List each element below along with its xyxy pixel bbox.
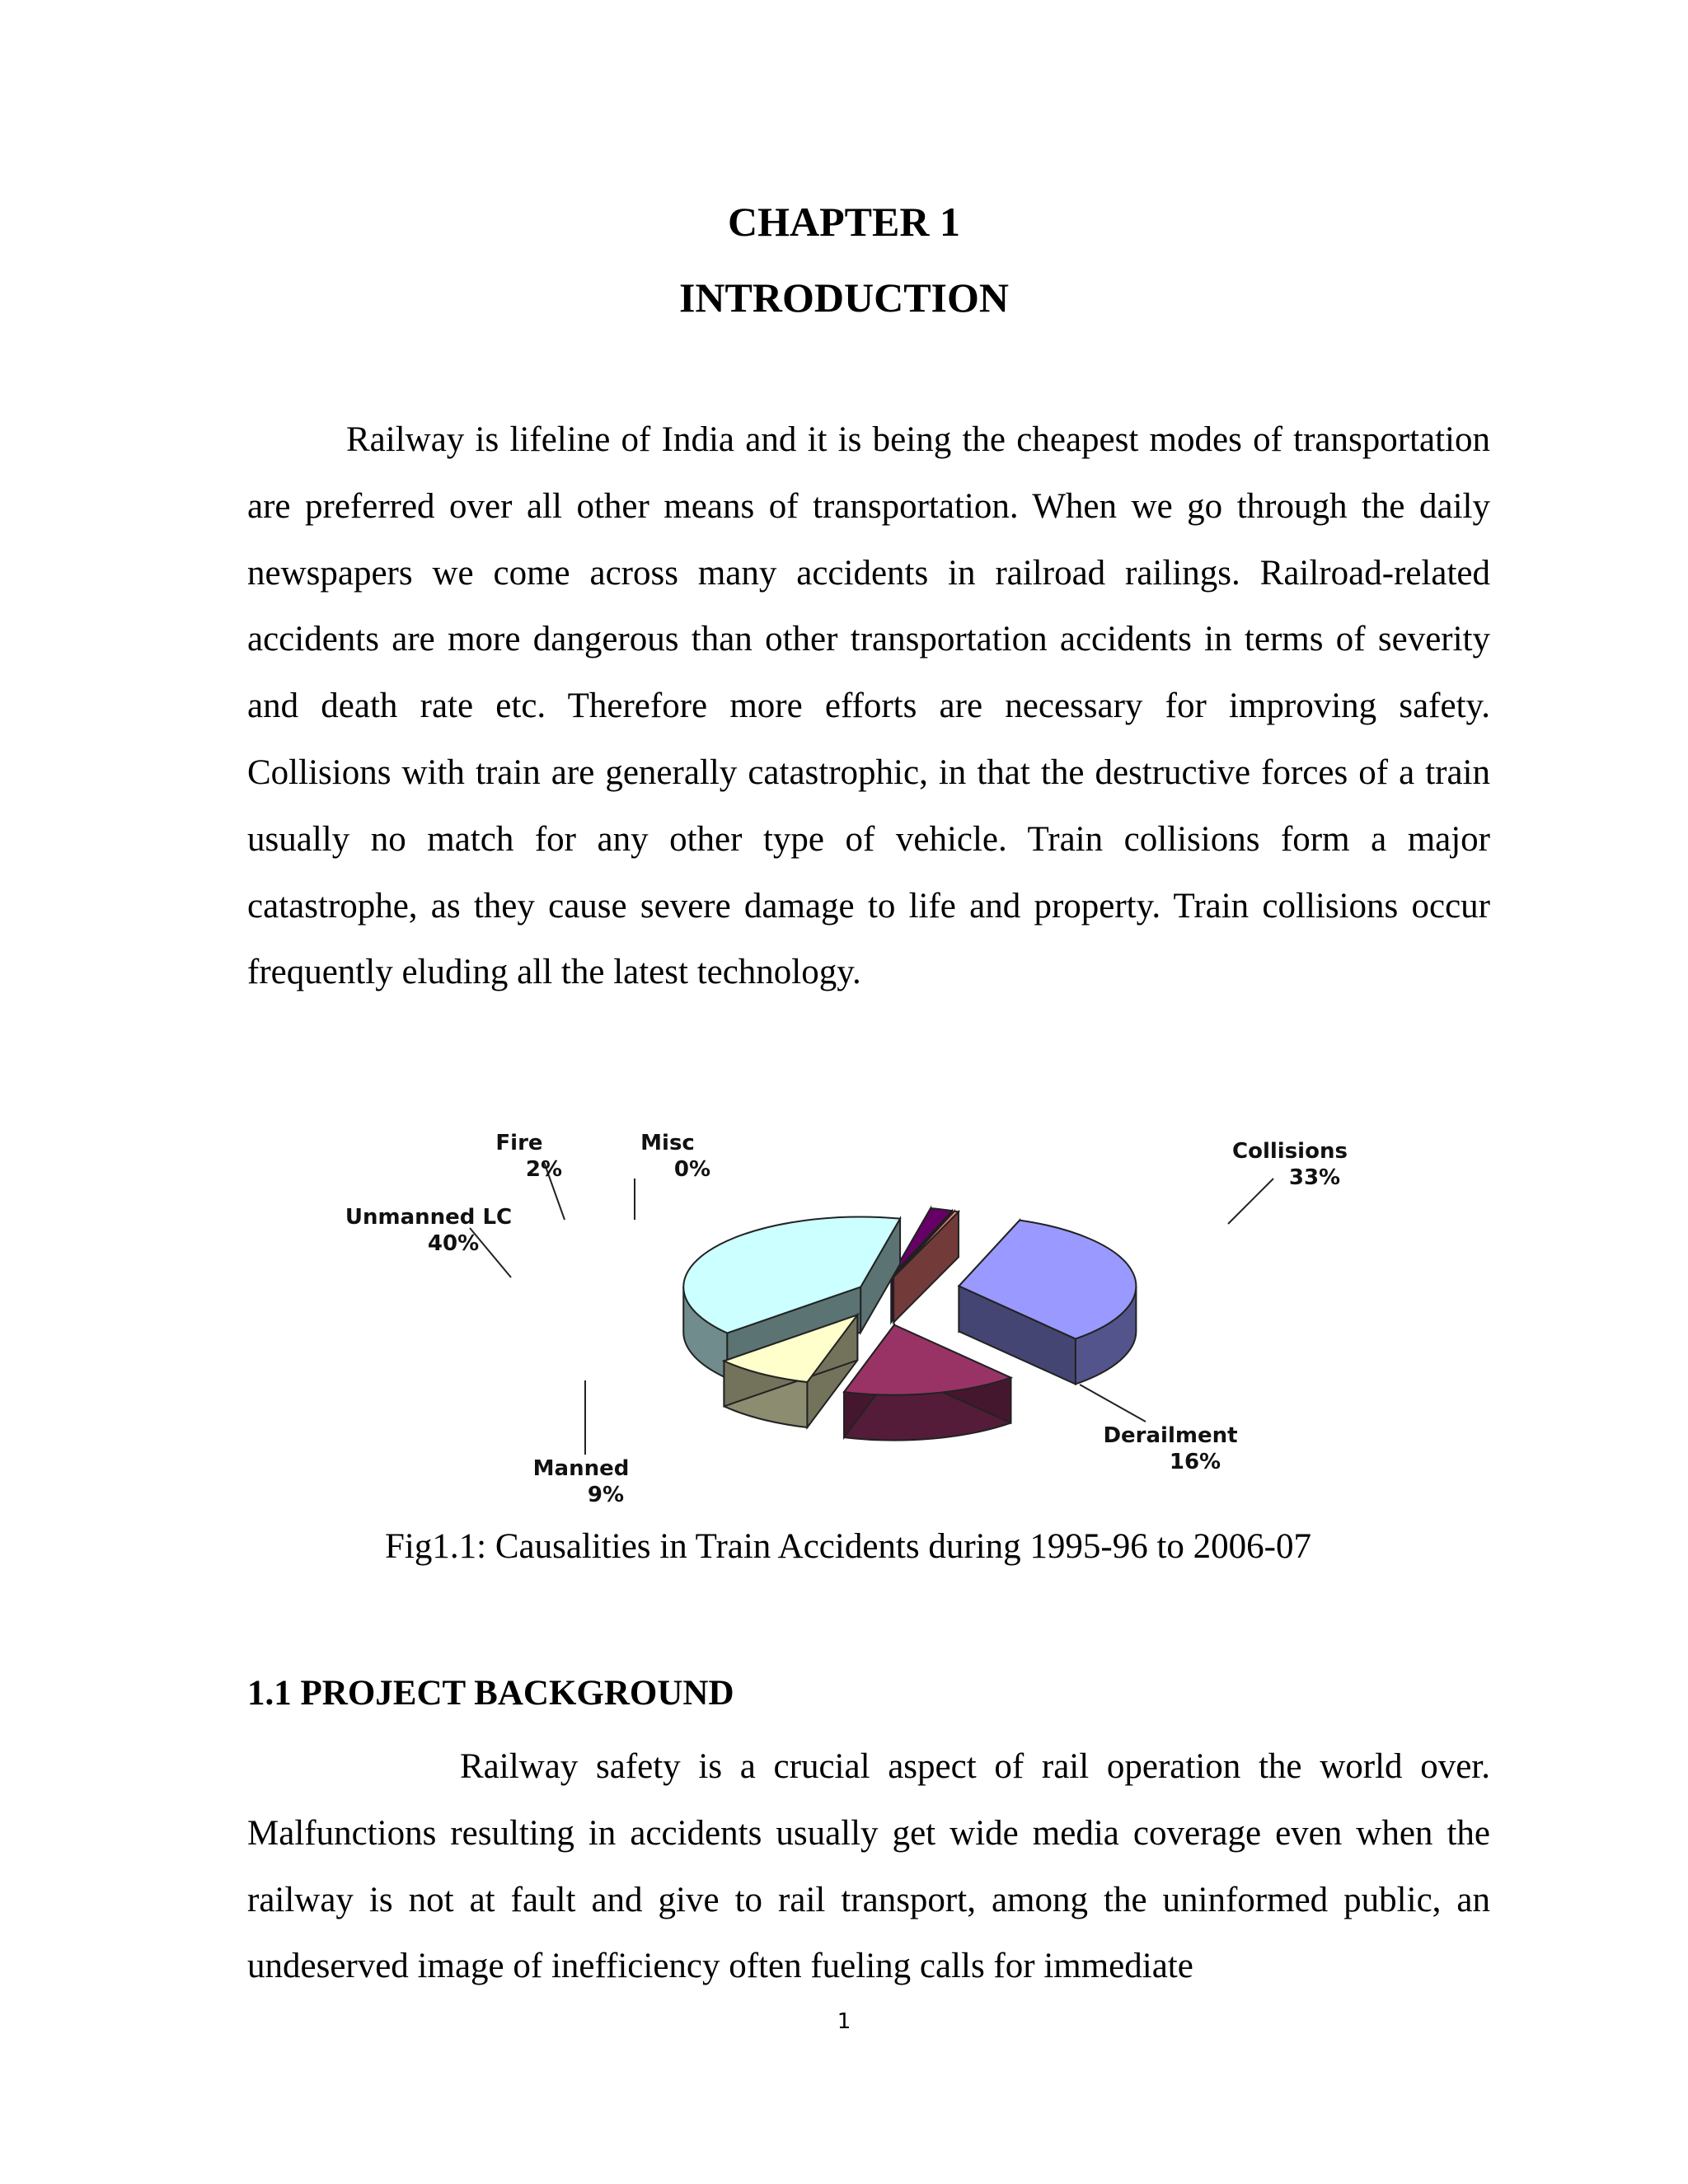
pie-label-value: 16% — [1169, 1450, 1221, 1474]
pie-label-unmanned-lc — [345, 1205, 512, 1277]
pie-label-value: 0% — [673, 1157, 711, 1182]
section-heading: 1.1 PROJECT BACKGROUND — [247, 1674, 734, 1713]
pie-label-name: Collisions — [1232, 1139, 1348, 1164]
pie-label-misc — [635, 1131, 710, 1220]
pie-label-name: Derailment — [1103, 1423, 1238, 1448]
pie-slice-collisions — [959, 1221, 1136, 1385]
pie-label-value: 9% — [587, 1483, 625, 1507]
pie-label-name: Misc — [640, 1131, 695, 1155]
pie-label-name: Fire — [495, 1131, 543, 1155]
pie-label-value: 33% — [1288, 1165, 1341, 1190]
pie-label-name: Unmanned LC — [345, 1205, 513, 1230]
figure-caption: Fig1.1: Causalities in Train Accidents during 1995-96 to 2006-07 — [385, 1527, 1311, 1566]
pie-label-name: Manned — [532, 1456, 630, 1481]
pie-label-value: 2% — [525, 1157, 563, 1182]
chapter-number: CHAPTER 1 — [728, 199, 960, 245]
page-number: 1 — [837, 2009, 851, 2034]
accident-pie-chart — [345, 1129, 1348, 1508]
leader-line — [1080, 1385, 1146, 1422]
section-paragraph: Railway safety is a crucial aspect of rail operation the world over. Malfunctions resulting in accidents usually get wide media coverage even when the railway is not at fault and give to rail transport, among the uninformed public, an undeserved image of inefficiency often fueling calls for immediate — [247, 1747, 1490, 1986]
leader-line — [1228, 1179, 1273, 1224]
intro-paragraph: Railway is lifeline of India and it is being the cheapest modes of transportation are preferred over all other means of transportation. When we go through the daily newspapers we come across many accidents in railroad railings. Railroad-related accidents are more dangerous than other transportation accidents in terms of severity and death rate etc. Therefore more efforts are necessary for improving safety. Collisions with train are generally catastrophic, in that the destructive forces of a train usually no match for any other type of vehicle. Train collisions form a major catastrophe, as they cause severe damage to life and property. Train collisions occur frequently eluding all the latest technology. — [247, 420, 1490, 992]
chapter-title: INTRODUCTION — [678, 274, 1010, 321]
pie-label-collisions — [1228, 1139, 1348, 1224]
pie-label-manned — [533, 1380, 630, 1507]
pie-label-derailment — [1080, 1385, 1238, 1474]
pie-label-value: 40% — [427, 1231, 480, 1256]
